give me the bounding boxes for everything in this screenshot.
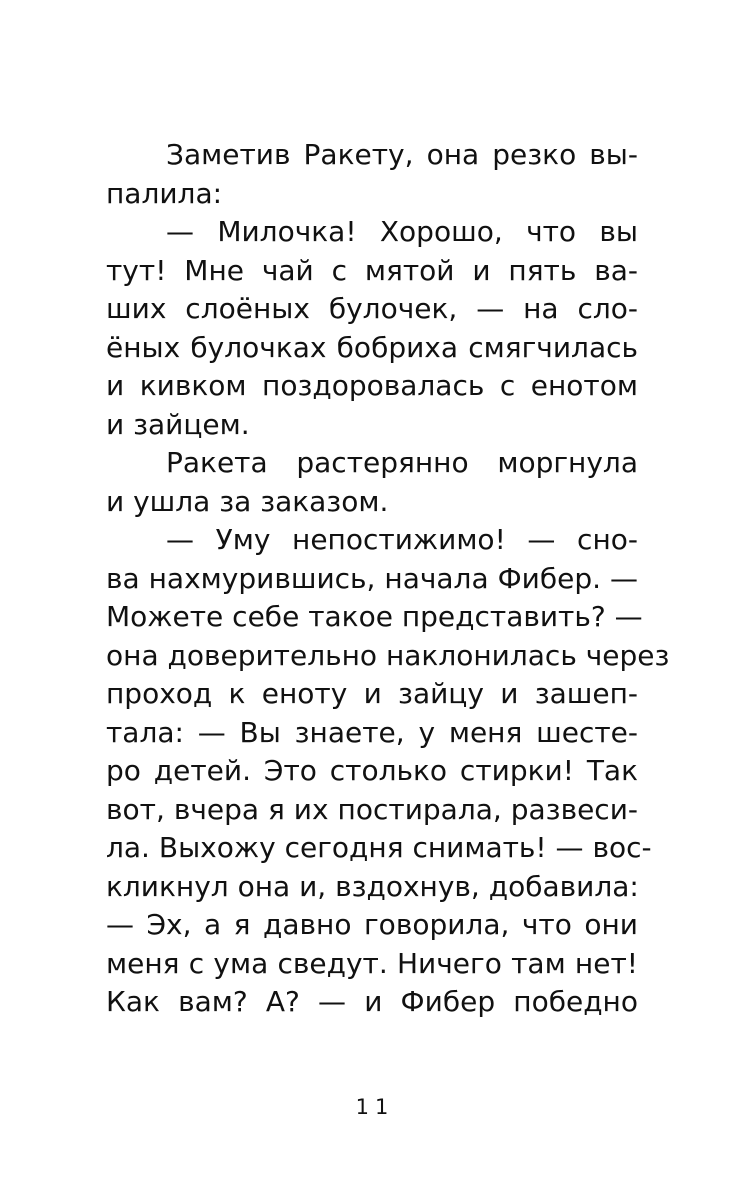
body-text [106,136,670,1022]
text-line: Как вам? А? — и Фибер победно [106,985,638,1018]
text-line: ла. Выхожу сегодня снимать! — вос- [106,831,652,864]
text-line: Заметив Ракету, она резко вы- [166,138,638,171]
text-line: кликнул она и, вздохнув, добавила: [106,869,639,903]
text-line: Ракета растерянно моргнула [166,446,638,479]
text-line: палила: [106,176,223,210]
text-line: ших слоёных булочек, — на сло- [106,292,638,325]
text-line: — Эх, а я давно говорила, что они [106,908,638,941]
text-line: — Милочка! Хорошо, что вы [166,215,638,248]
text-line: — Уму непостижимо! — сно- [166,523,638,556]
text-line: ва нахмурившись, начала Фибер. — [106,561,638,595]
text-line: Можете себе такое представить? — [106,600,643,633]
text-line: тут! Мне чай с мятой и пять ва- [106,253,638,287]
text-line: и ушла за заказом. [106,484,389,518]
text-line: ро детей. Это столько стирки! Так [106,754,638,787]
text-line: проход к еноту и зайцу и зашеп- [106,677,638,710]
page-number: 11 [355,1095,395,1119]
text-line: она доверительно наклонилась через [106,638,670,672]
text-line: и зайцем. [106,407,250,441]
text-line: вот, вчера я их постирала, развеси- [106,792,638,826]
text-line: ёных булочках бобриха смягчилась [106,330,638,364]
text-line: меня с ума сведут. Ничего там нет! [106,946,638,980]
text-line: и кивком поздоровалась с енотом [106,369,638,402]
text-line: тала: — Вы знаете, у меня шесте- [106,715,638,749]
